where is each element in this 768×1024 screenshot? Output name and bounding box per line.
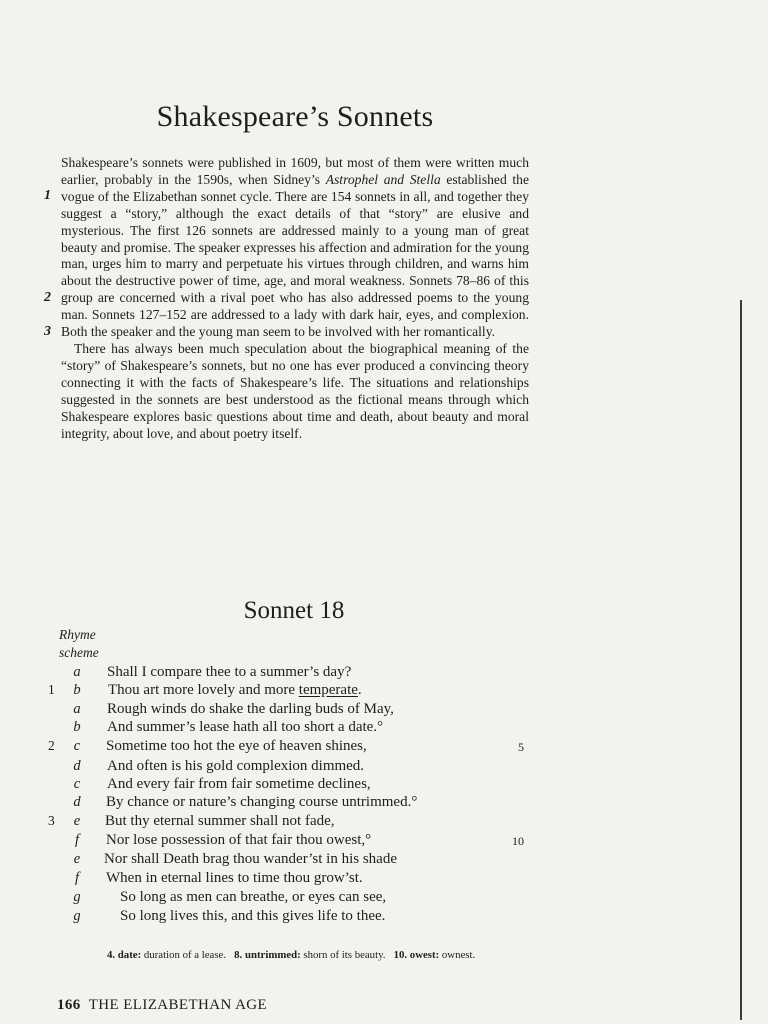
line-text-main: By chance or nature’s changing course untrimmed.° [106, 794, 418, 810]
sonnet-line [0, 664, 540, 682]
sonnet-title: Sonnet 18 [243, 597, 345, 624]
rhyme-letter: g [73, 908, 81, 924]
page-number: 166 [57, 997, 81, 1013]
line-text [120, 908, 385, 925]
running-title: THE ELIZABETHAN AGE [88, 997, 268, 1013]
section-marker: 1 [48, 682, 55, 697]
sonnet-line [0, 889, 540, 907]
sonnet-line [0, 870, 540, 888]
footnote-4-label: 4. date: [107, 949, 142, 961]
scan-edge-line [740, 300, 742, 1020]
sonnet-line [0, 701, 540, 719]
rhyme-letter: c [73, 776, 81, 792]
rhyme-label: Rhyme [59, 627, 96, 642]
sonnet-line [0, 758, 540, 776]
rhyme-letter: e [73, 813, 81, 829]
sonnet-line [0, 851, 540, 869]
page-footer [57, 997, 267, 1014]
sonnet-line [0, 719, 540, 737]
rhyme-letter: a [73, 701, 81, 717]
line-text [107, 776, 371, 793]
scheme-label: scheme [59, 645, 99, 660]
line-text [107, 719, 383, 736]
rhyme-letter: d [73, 794, 81, 810]
line-text-main: And often is his gold complexion dimmed. [107, 758, 365, 774]
footnote-10-text: ownest. [439, 949, 476, 961]
sonnet-line [0, 682, 540, 700]
line-text [107, 701, 394, 718]
footnote-8-text: shorn of its beauty. [300, 949, 386, 961]
line-text [106, 738, 367, 755]
line-text-main: Thou art more lovely and more [108, 682, 299, 698]
rhyme-letter: e [73, 851, 81, 867]
line-text [120, 889, 386, 906]
line-text [106, 870, 363, 887]
rhyme-letter: g [73, 889, 81, 905]
line-text-end: . [357, 682, 362, 698]
rhyme-letter: c [73, 738, 81, 754]
line-text-main: And summer’s lease hath all too short a date.° [107, 719, 384, 735]
footnote-4-text: duration of a lease. [141, 949, 227, 961]
line-text-main: And every fair from fair sometime declines, [107, 776, 371, 792]
margin-marker-2: 2 [44, 290, 51, 305]
line-text-main: Sometime too hot the eye of heaven shines, [106, 738, 367, 754]
sonnet-line [0, 908, 540, 926]
rhyme-letter: f [74, 832, 80, 848]
line-text-main: Shall I compare thee to a summer’s day? [107, 664, 352, 680]
line-text [107, 664, 351, 681]
line-text [106, 794, 417, 811]
line-text [107, 758, 364, 775]
line-text-main: So long lives this, and this gives life to thee. [120, 908, 386, 924]
rhyme-letter: f [74, 870, 80, 886]
intro-p1-rest: established the vogue of the Elizabethan sonnet cycle. There are 154 sonnets in all, and together they suggest a “story,” although the exact details of that “story” are elusive and mysterious. The first 126 sonnets are addressed mainly to a young man of great beauty and promise. The speaker expresses his affection and admiration for the young man, urges him to marry and perpetuate his virtues through children, and warns him about the destructive power of time, age, and moral weakness. Sonnets 78–86 of this group are concerned with a rival poet who has also addressed poems to the young man. Sonnets 127–152 are addressed to a lady with dark hair, eyes, and complexion. Both the speaker and the young man seem to be involved with her romantically. [61, 171, 529, 340]
intro-paragraph-2: There has always been much speculation about the biographical meaning of the “story” of Shakespeare’s sonnets, but no one has ever produced a convincing theory connecting it with the facts of Shakespeare’s life. The situations and relationships suggested in the sonnets are best understood as the fictional means through which Shakespeare explores basic questions about time and death, about beauty and moral integrity, about love, and about poetry itself. [61, 340, 529, 441]
line-text [108, 682, 362, 699]
margin-marker-3: 3 [44, 324, 51, 339]
sonnet-line [0, 813, 540, 831]
line-text [106, 832, 371, 849]
line-text-main: Rough winds do shake the darling buds of May, [107, 701, 394, 717]
section-marker: 3 [48, 813, 55, 828]
intro-p1-start: Shakespeare’s sonnets were published in 1609, but most of them were written much earlier, probably in the 1590s, when Sidney’s [61, 155, 529, 187]
sonnet-line [0, 832, 540, 850]
sonnet-line [0, 794, 540, 812]
footnote-8-label: 8. untrimmed: [234, 949, 301, 961]
page-title: Shakespeare’s Sonnets [156, 100, 434, 133]
margin-marker-1: 1 [44, 188, 51, 203]
footnote-10-label: 10. owest: [393, 949, 440, 961]
rhyme-letter: b [73, 682, 81, 698]
line-text-main: Nor lose possession of that fair thou owest,° [106, 832, 372, 848]
astrophel-title: Astrophel and Stella [325, 171, 441, 187]
line-number: 10 [512, 834, 524, 848]
rhyme-letter: d [73, 758, 81, 774]
sonnet-line [0, 738, 540, 756]
section-marker: 2 [48, 738, 55, 753]
intro-text [61, 155, 529, 442]
line-number: 5 [518, 740, 524, 754]
line-text-main: Nor shall Death brag thou wander’st in his shade [104, 851, 397, 867]
line-text [105, 813, 335, 830]
glossed-word: temperate [298, 682, 358, 698]
rhyme-letter: a [73, 664, 81, 680]
sonnet-line [0, 776, 540, 794]
line-text-main: So long as men can breathe, or eyes can see, [120, 889, 387, 905]
line-text [104, 851, 397, 868]
footnotes [107, 948, 531, 962]
line-text-main: But thy eternal summer shall not fade, [105, 813, 335, 829]
intro-paragraph-1 [61, 155, 529, 341]
line-text-main: When in eternal lines to time thou grow’st. [106, 870, 363, 886]
rhyme-letter: b [73, 719, 81, 735]
